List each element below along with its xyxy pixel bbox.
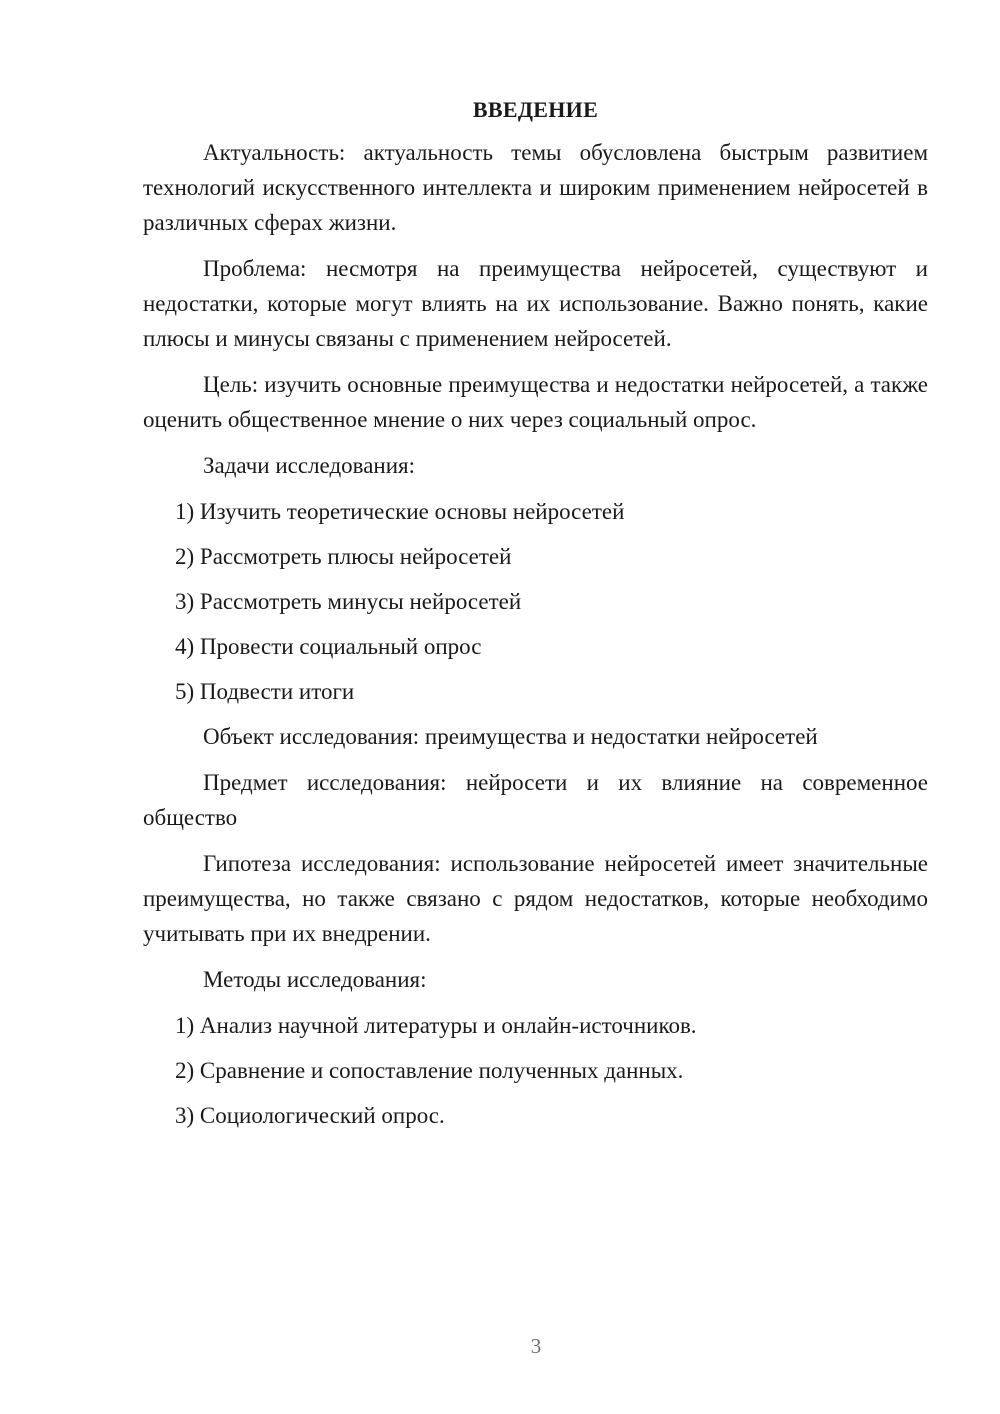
- task-item: 1) Изучить теоретические основы нейросетей: [175, 499, 625, 524]
- task-item: 5) Подвести итоги: [175, 679, 355, 704]
- page-title: ВВЕДЕНИЕ: [472, 97, 599, 122]
- subject-paragraph: Предмет исследования: нейросети и их влияние на современное общество: [143, 770, 928, 830]
- relevance-paragraph: Актуальность: актуальность темы обусловлена быстрым развитием технологий искусственного интеллекта и широким применением нейросетей в различных сферах жизни.: [143, 140, 928, 235]
- method-item: 3) Социологический опрос.: [175, 1103, 445, 1128]
- task-item: 3) Рассмотреть минусы нейросетей: [175, 589, 522, 614]
- method-item: 1) Анализ научной литературы и онлайн-источников.: [175, 1013, 697, 1038]
- method-item: 2) Сравнение и сопоставление полученных данных.: [175, 1058, 684, 1083]
- hypothesis-paragraph: Гипотеза исследования: использование нейросетей имеет значительные преимущества, но также связано с рядом недостатков, которые необходимо учитывать при их внедрении.: [143, 851, 928, 946]
- methods-heading: Методы исследования:: [203, 967, 427, 992]
- page-content: [143, 95, 928, 1143]
- task-item: 2) Рассмотреть плюсы нейросетей: [175, 544, 512, 569]
- page-number: 3: [530, 1334, 542, 1358]
- task-item: 4) Провести социальный опрос: [175, 634, 482, 659]
- object-paragraph: Объект исследования: преимущества и недостатки нейросетей: [203, 724, 818, 749]
- problem-paragraph: Проблема: несмотря на преимущества нейросетей, существуют и недостатки, которые могут влиять на их использование. Важно понять, какие плюсы и минусы связаны с применением нейросетей.: [143, 256, 928, 351]
- tasks-heading: Задачи исследования:: [203, 453, 416, 478]
- goal-paragraph: Цель: изучить основные преимущества и недостатки нейросетей, а также оценить общественное мнение о них через социальный опрос.: [143, 372, 928, 432]
